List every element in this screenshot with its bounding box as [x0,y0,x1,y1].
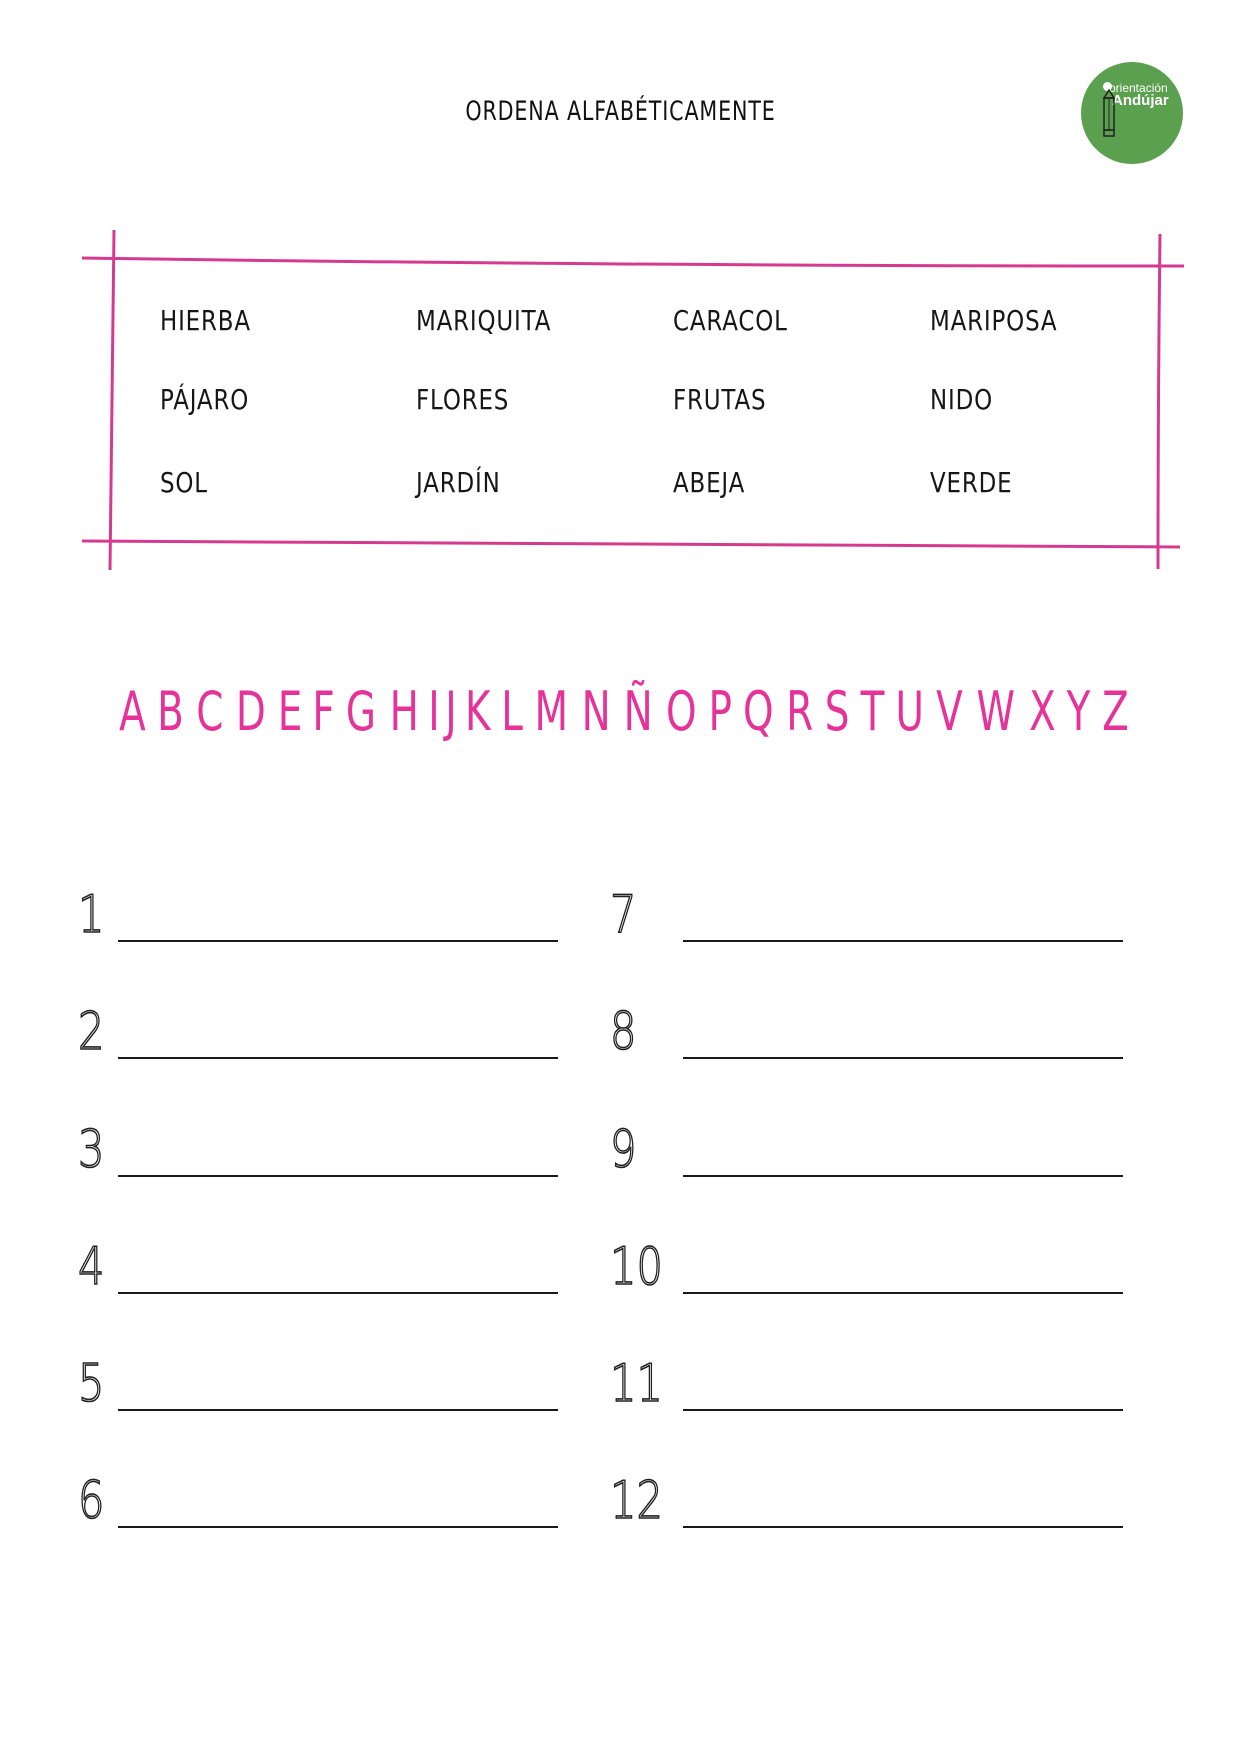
alphabet-letter: M [534,680,569,743]
alphabet-letter: Y [1066,680,1091,743]
answer-line[interactable] [118,1175,558,1177]
alphabet-letter: K [465,680,491,743]
word-item: PÁJARO [160,383,250,416]
answer-number: 8 [610,1002,637,1062]
alphabet-letter: G [346,680,377,743]
alphabet-letter: Ñ [623,680,653,743]
word-item: FLORES [416,383,510,416]
word-item: VERDE [930,466,1013,499]
alphabet-letter: Z [1101,680,1129,743]
alphabet-letter: U [895,680,925,743]
alphabet-letter: J [445,680,457,743]
answer-line[interactable] [118,1409,558,1411]
answer-number: 12 [610,1471,663,1531]
alphabet-letter: S [824,680,850,743]
answer-line[interactable] [118,1292,558,1294]
alphabet-letter: L [501,680,523,743]
answer-number: 1 [78,885,105,945]
answer-number: 3 [78,1120,105,1180]
word-item: MARIQUITA [416,304,552,337]
word-item: NIDO [930,383,993,416]
alphabet-letter: T [860,680,885,743]
answer-number: 4 [78,1237,105,1297]
alphabet-letter: N [581,680,611,743]
answer-number: 5 [78,1354,105,1414]
alphabet-letter: C [195,680,224,743]
alphabet-letter: I [427,680,440,743]
answer-number: 9 [610,1120,637,1180]
word-item: ABEJA [673,466,746,499]
alphabet-letter: B [157,680,185,743]
alphabet-letter: D [235,680,266,743]
answer-line[interactable] [118,1526,558,1528]
answer-number: 6 [78,1471,105,1531]
page-title: ORDENA ALFABÉTICAMENTE [465,96,776,127]
answer-line[interactable] [683,1057,1123,1059]
answer-number: 10 [610,1237,663,1297]
alphabet-letter: Q [743,680,775,743]
word-item: MARIPOSA [930,304,1058,337]
answer-line[interactable] [683,1292,1123,1294]
alphabet-letter: E [277,680,302,743]
answer-line[interactable] [683,1175,1123,1177]
alphabet-letter: O [665,680,697,743]
word-item: FRUTAS [673,383,767,416]
alphabet-letter: A [119,680,146,743]
logo-text-line2: Andújar [1112,92,1169,109]
alphabet-letter: X [1029,680,1056,743]
answer-line[interactable] [118,1057,558,1059]
alphabet-letter: H [389,680,419,743]
word-frame [0,0,1241,600]
alphabet-letter: W [976,680,1016,743]
answer-line[interactable] [683,1526,1123,1528]
alphabet-letter: V [936,680,963,743]
word-item: JARDÍN [416,466,501,499]
alphabet-letter: P [708,680,732,743]
answer-line[interactable] [683,1409,1123,1411]
word-item: CARACOL [673,304,788,337]
answer-line[interactable] [683,940,1123,942]
alphabet [114,680,1134,760]
word-item: SOL [160,466,208,499]
answer-line[interactable] [118,940,558,942]
answer-number: 7 [610,885,637,945]
alphabet-letter: F [312,680,335,743]
word-item: HIERBA [160,304,251,337]
logo-text-line1: orientación [1109,81,1168,95]
alphabet-letter: R [786,680,814,743]
answer-number: 11 [610,1354,663,1414]
answer-number: 2 [78,1002,105,1062]
